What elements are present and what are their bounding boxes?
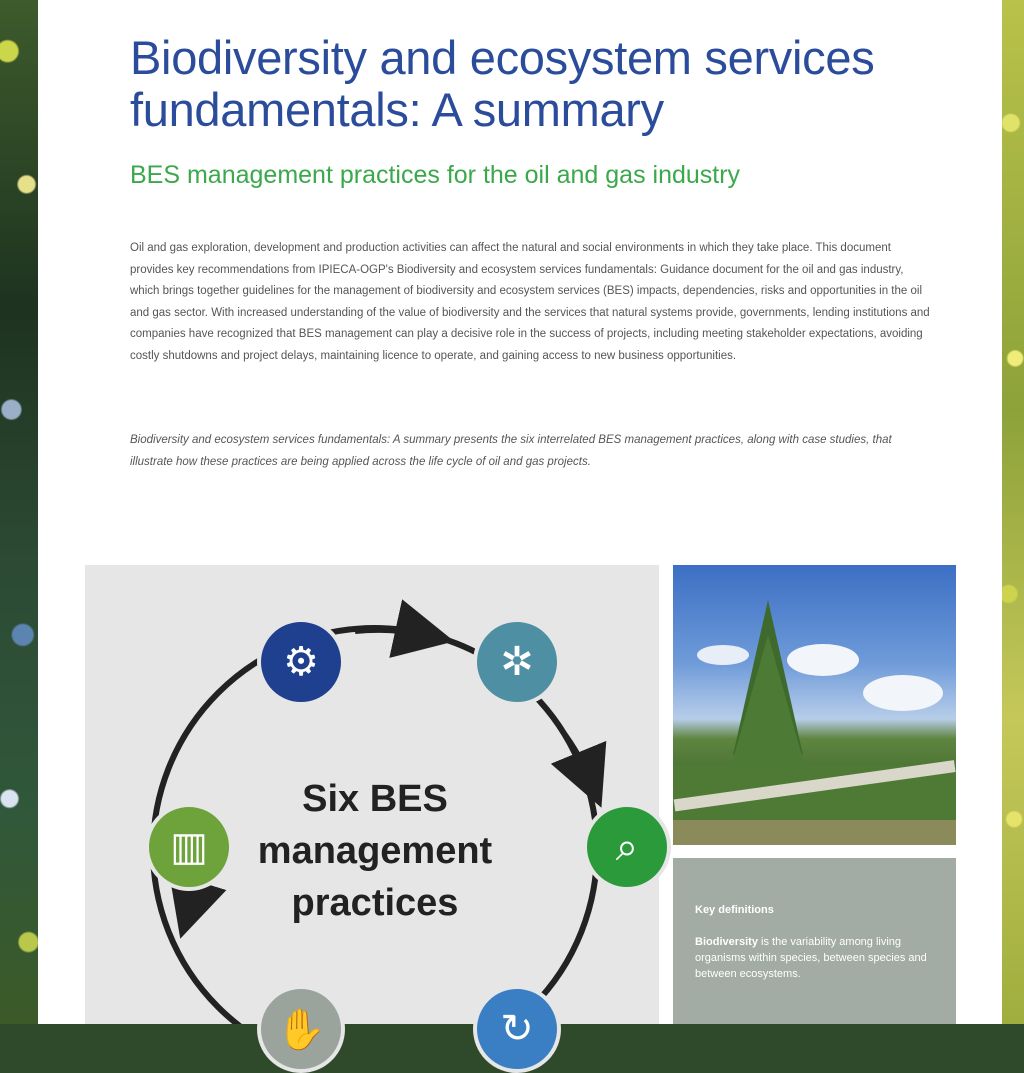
intro-paragraph: Oil and gas exploration, development and production activities can affect the natural and social environments in which they take place. This document provides key recommendations from IPIECA-OGP's Biodiversity and ecosystem services fundamentals: Guidance document for the oil and gas industry, which brings together guidelines for the management of biodiversity and ecosystem services (BES) impacts, dependencies, risks and opportunities in the oil and gas sector. With increased understanding of the value of biodiversity and the services that natural systems provide, governments, lending institutions and companies have recognized that BES management can play a decisive role in the success of projects, including meeting stakeholder expectations, avoiding costly shutdowns and project delays, maintaining licence to operate, and gaining access to new business opportunities. [130, 242, 930, 362]
summary-paragraph: Biodiversity and ecosystem services fundamentals: A summary presents the six interrelated BES management practices, along with case studies, that illustrate how these practices are being applied across the life cycle of oil and gas projects. [130, 434, 892, 468]
definition-biodiversity [695, 934, 934, 982]
definition-term: Biodiversity [695, 936, 758, 948]
document-subtitle: BES management practices for the oil and gas industry [130, 161, 741, 189]
diagram-center-label: Six BES management practices [257, 778, 493, 924]
background-foliage-right [1002, 0, 1024, 1024]
key-definitions-box [673, 858, 956, 1024]
tree-landscape-photo [673, 565, 956, 845]
cycle-icon: ↻ [473, 985, 561, 1073]
document-title: Biodiversity and ecosystem services fundamentals: A summary [130, 31, 875, 136]
gears-icon: ⚙ [257, 618, 345, 706]
network-icon: ✲ [473, 618, 561, 706]
hand-icon: ✋ [257, 985, 345, 1073]
practices-diagram [85, 565, 659, 1052]
document-page [38, 0, 1002, 1052]
magnifier-icon: ⌕ [583, 803, 671, 891]
background-foliage-left [0, 0, 38, 1024]
tree-illustration [673, 565, 956, 845]
definition-text: is the variability among living organisms within species, between species and between ecosystems. [695, 936, 927, 980]
definitions-heading: Key definitions [695, 904, 774, 916]
chart-icon: ▥ [145, 803, 233, 891]
